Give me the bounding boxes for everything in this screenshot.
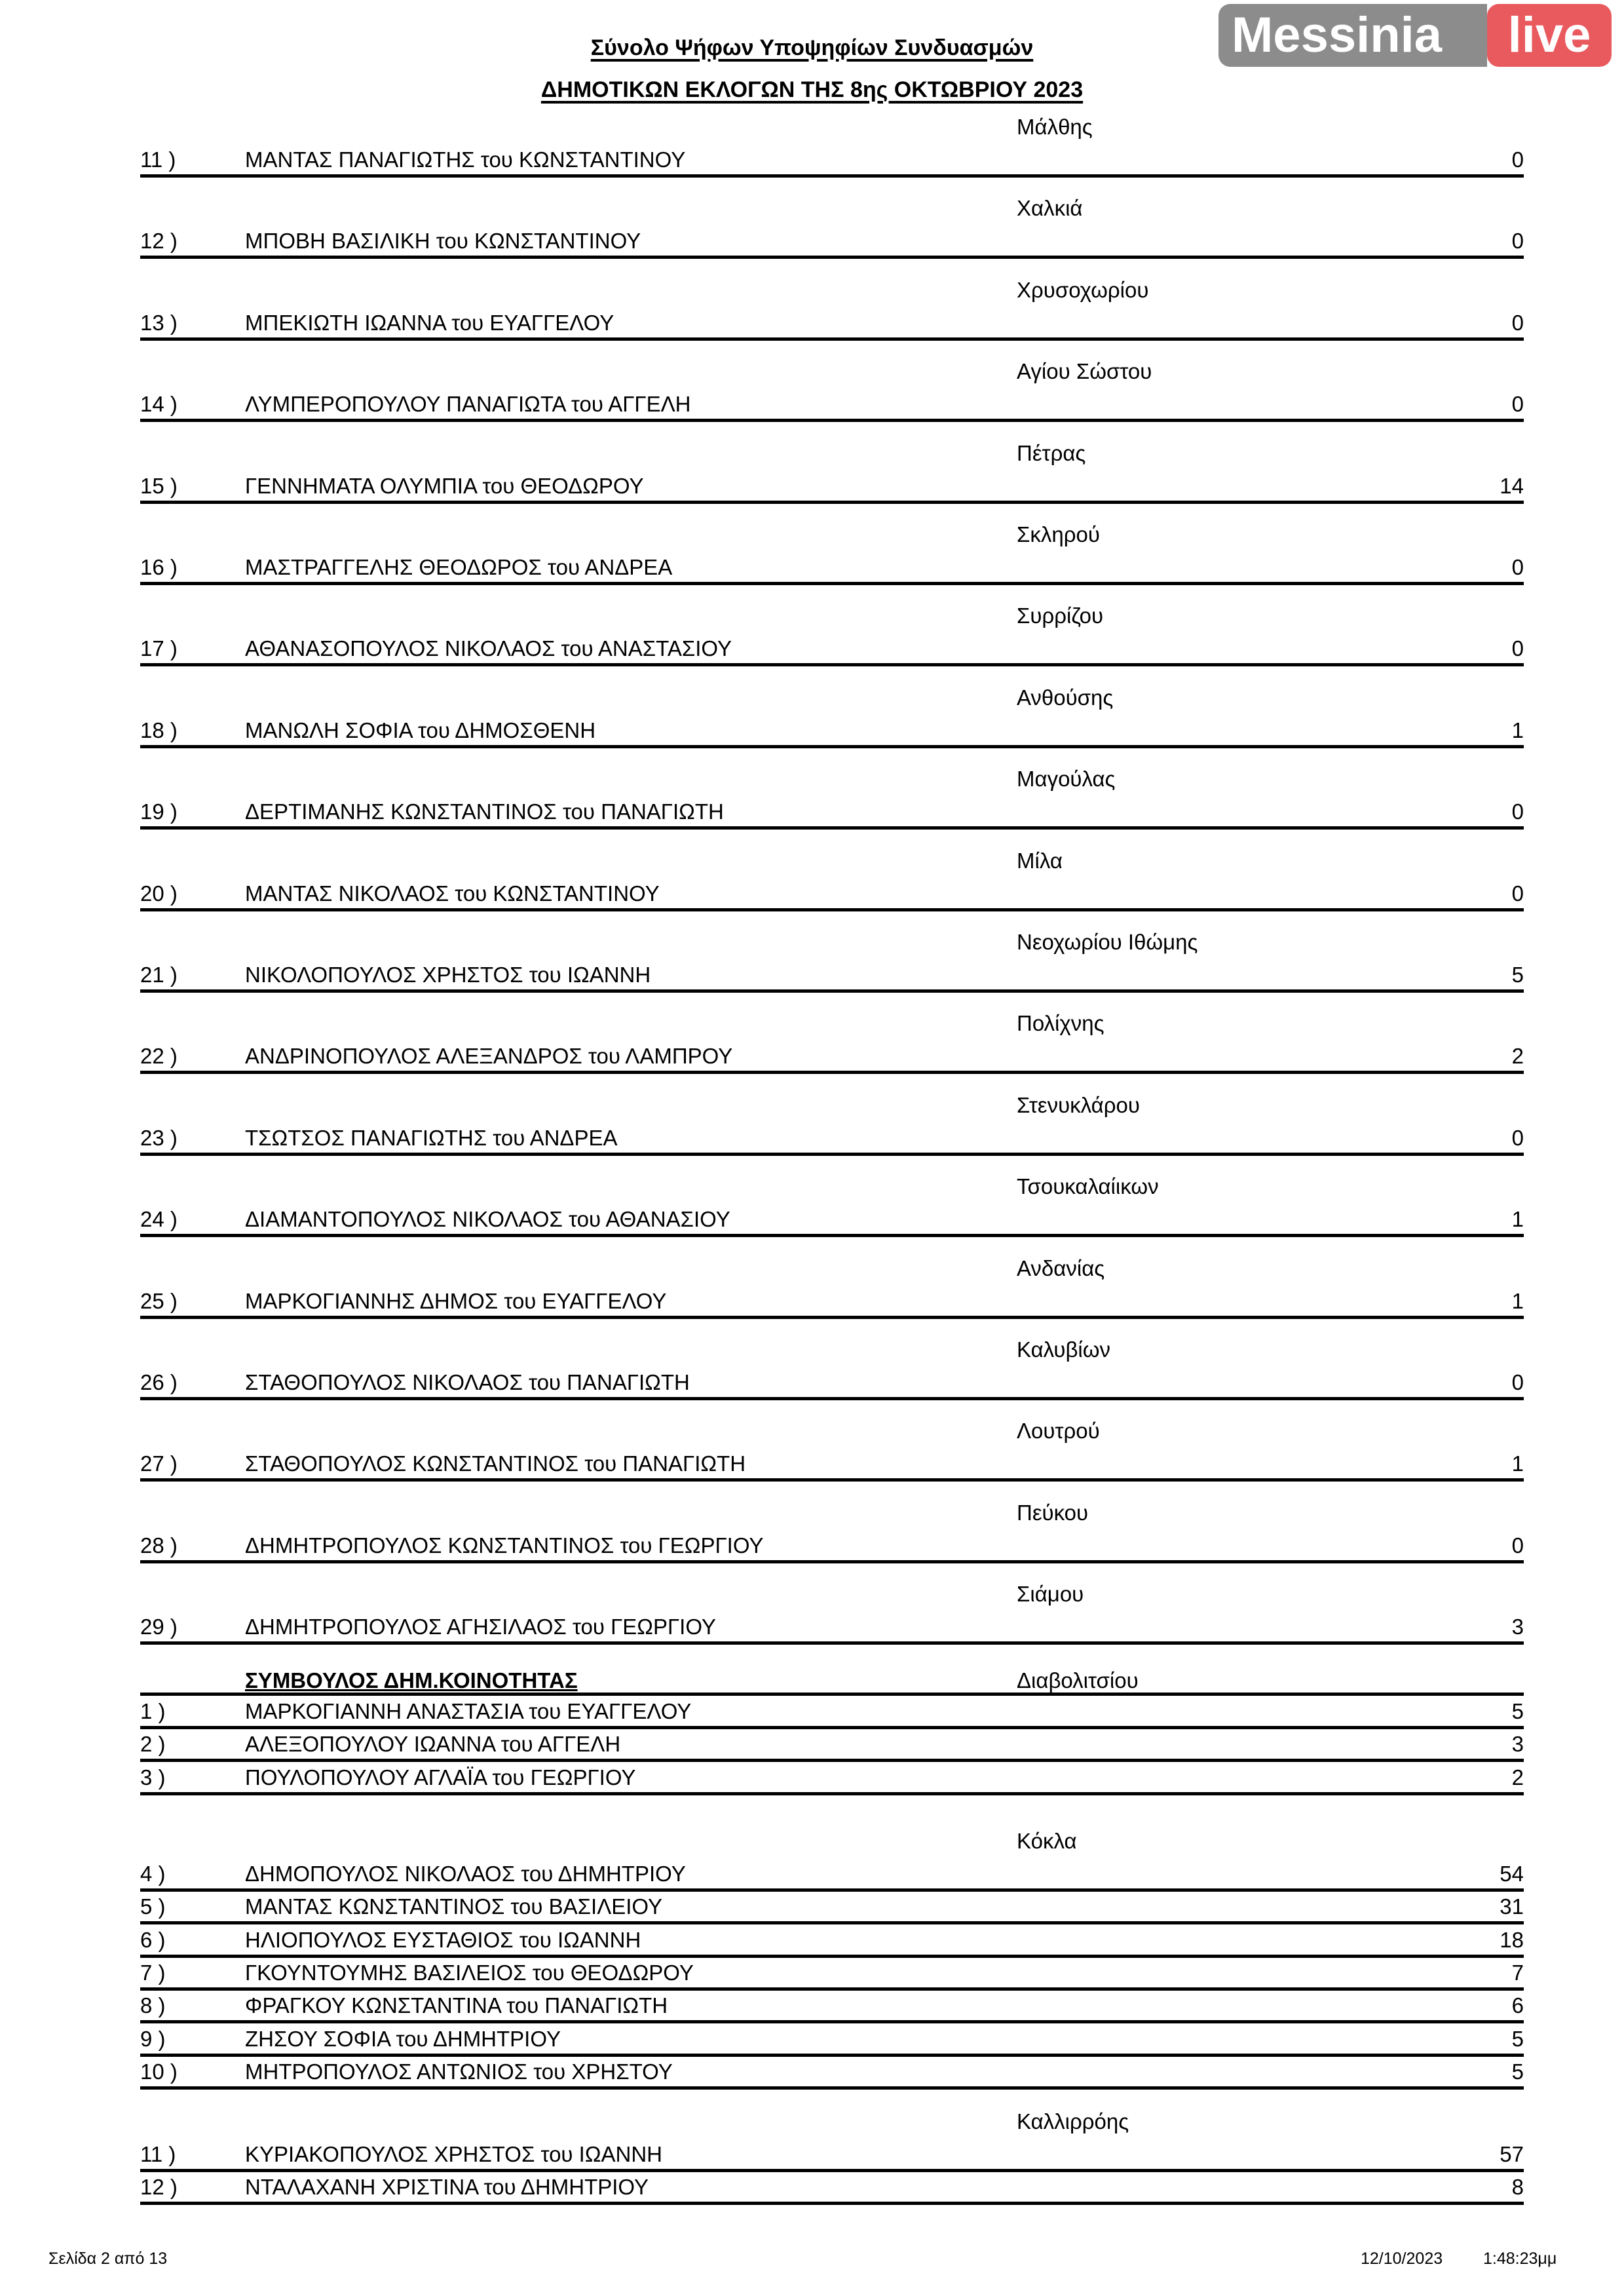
subtitle-text: ΔΗΜΟΤΙΚΩΝ ΕΚΛΟΓΩΝ ΤΗΣ 8ης ΟΚΤΩΒΡΙΟΥ 2023 [540,77,1084,102]
location-label: Σκληρού [1017,522,1100,546]
vote-count: 0 [1511,555,1524,579]
candidate-name: ΜΑΡΚΟΓΙΑΝΝΗΣ ΔΗΜΟΣ του ΕΥΑΓΓΕΛΟΥ [245,1288,667,1313]
candidate-name: ΝΙΚΟΛΟΠΟΥΛΟΣ ΧΡΗΣΤΟΣ του ΙΩΑΝΝΗ [245,963,651,987]
row-number: 15 ) [140,473,178,498]
location-label: Πέτρας [1017,440,1086,465]
location-label: Χρυσοχωρίου [1017,277,1149,302]
candidate-name: ΣΤΑΘΟΠΟΥΛΟΣ ΝΙΚΟΛΑΟΣ του ΠΑΝΑΓΙΩΤΗ [245,1370,690,1394]
row-divider [140,1955,1524,1958]
row-divider [140,1759,1524,1762]
candidate-name: ΜΑΡΚΟΓΙΑΝΝΗ ΑΝΑΣΤΑΣΙΑ του ΕΥΑΓΓΕΛΟΥ [245,1699,692,1723]
row-number: 6 ) [140,1927,166,1952]
row-number: 20 ) [140,881,178,906]
candidate-name: ΜΠΕΚΙΩΤΗ ΙΩΑΝΝΑ του ΕΥΑΓΓΕΛΟΥ [245,310,614,335]
document-subtitle [0,77,1624,103]
row-divider [140,1641,1524,1645]
row-divider [140,745,1524,748]
row-number: 16 ) [140,555,178,579]
print-date: 12/10/2023 [1361,2249,1443,2268]
candidate-name: ΑΛΕΞΟΠΟΥΛΟΥ ΙΩΑΝΝΑ του ΑΓΓΕΛΗ [245,1732,621,1757]
row-number: 26 ) [140,1370,178,1394]
row-divider [140,2202,1524,2205]
vote-count: 3 [1511,1732,1524,1757]
location-label: Πολίχνης [1017,1011,1105,1036]
location-label: Διαβολιτσίου [1017,1668,1139,1693]
row-divider [140,419,1524,422]
row-number: 13 ) [140,310,178,335]
candidate-name: ΜΑΝΤΑΣ ΚΩΝΣΤΑΝΤΙΝΟΣ του ΒΑΣΙΛΕΙΟΥ [245,1894,663,1919]
location-label: Στενυκλάρου [1017,1092,1140,1117]
candidate-name: ΚΥΡΙΑΚΟΠΟΥΛΟΣ ΧΡΗΣΤΟΣ του ΙΩΑΝΝΗ [245,2142,662,2166]
vote-count: 0 [1511,1533,1524,1558]
location-label: Μάλθης [1017,115,1093,139]
row-divider [140,1478,1524,1482]
row-number: 8 ) [140,1993,166,2018]
candidate-name: ΓΕΝΝΗΜΑΤΑ ΟΛΥΜΠΙΑ του ΘΕΟΔΩΡΟΥ [245,473,644,498]
row-divider [140,1153,1524,1156]
candidate-name: ΑΘΑΝΑΣΟΠΟΥΛΟΣ ΝΙΚΟΛΑΟΣ του ΑΝΑΣΤΑΣΙΟΥ [245,636,732,661]
candidate-name: ΛΥΜΠΕΡΟΠΟΥΛΟΥ ΠΑΝΑΓΙΩΤΑ του ΑΓΓΕΛΗ [245,392,691,417]
row-number: 14 ) [140,392,178,417]
vote-count: 1 [1511,1288,1524,1313]
row-divider [140,2020,1524,2023]
vote-count: 14 [1500,473,1524,498]
row-number: 22 ) [140,1044,178,1069]
vote-count: 2 [1511,1044,1524,1069]
vote-count: 8 [1511,2175,1524,2200]
vote-count: 1 [1511,718,1524,742]
row-number: 7 ) [140,1960,166,1985]
location-label: Καλυβίων [1017,1337,1111,1362]
candidate-name: ΜΠΟΒΗ ΒΑΣΙΛΙΚΗ του ΚΩΝΣΤΑΝΤΙΝΟΥ [245,229,641,254]
row-divider [140,1397,1524,1400]
row-number: 9 ) [140,2026,166,2051]
print-time: 1:48:23μμ [1483,2249,1557,2268]
location-label: Λουτρού [1017,1419,1100,1444]
candidate-name: ΔΙΑΜΑΝΤΟΠΟΥΛΟΣ ΝΙΚΟΛΑΟΣ του ΑΘΑΝΑΣΙΟΥ [245,1207,730,1232]
location-label: Μίλα [1017,848,1063,873]
vote-count: 6 [1511,1993,1524,2018]
vote-count: 0 [1511,636,1524,661]
candidate-name: ΜΑΣΤΡΑΓΓΕΛΗΣ ΘΕΟΔΩΡΟΣ του ΑΝΔΡΕΑ [245,555,673,579]
row-divider [140,1316,1524,1319]
section-heading: ΣΥΜΒΟΥΛΟΣ ΔΗΜ.ΚΟΙΝΟΤΗΤΑΣ [245,1668,578,1693]
candidate-name: ΝΤΑΛΑΧΑΝΗ ΧΡΙΣΤΙΝΑ του ΔΗΜΗΤΡΙΟΥ [245,2175,649,2200]
row-divider [140,582,1524,585]
candidate-name: ΣΤΑΘΟΠΟΥΛΟΣ ΚΩΝΣΤΑΝΤΙΝΟΣ του ΠΑΝΑΓΙΩΤΗ [245,1451,746,1476]
row-divider [140,1071,1524,1074]
section-divider [140,1693,1524,1696]
vote-count: 0 [1511,881,1524,906]
watermark-logo [1218,4,1612,67]
row-divider [140,1792,1524,1795]
location-label: Χαλκιά [1017,196,1083,221]
location-label: Πεύκου [1017,1500,1089,1525]
candidate-name: ΖΗΣΟΥ ΣΟΦΙΑ του ΔΗΜΗΤΡΙΟΥ [245,2026,561,2051]
row-divider [140,1987,1524,1991]
row-number: 28 ) [140,1533,178,1558]
row-divider [140,174,1524,178]
row-divider [140,2169,1524,2172]
candidate-name: ΦΡΑΓΚΟΥ ΚΩΝΣΤΑΝΤΙΝΑ του ΠΑΝΑΓΙΩΤΗ [245,1993,668,2018]
candidate-name: ΓΚΟΥΝΤΟΥΜΗΣ ΒΑΣΙΛΕΙΟΣ του ΘΕΟΔΩΡΟΥ [245,1960,694,1985]
vote-count: 0 [1511,1370,1524,1394]
location-label: Σιάμου [1017,1582,1084,1607]
row-divider [140,663,1524,666]
location-label: Τσουκαλαίικων [1017,1174,1159,1199]
vote-count: 57 [1500,2142,1524,2166]
candidate-name: ΜΑΝΤΑΣ ΠΑΝΑΓΙΩΤΗΣ του ΚΩΝΣΤΑΝΤΙΝΟΥ [245,147,686,172]
location-label: Νεοχωρίου Ιθώμης [1017,930,1198,954]
candidate-name: ΜΗΤΡΟΠΟΥΛΟΣ ΑΝΤΩΝΙΟΣ του ΧΡΗΣΤΟΥ [245,2059,673,2084]
vote-count: 0 [1511,147,1524,172]
watermark-right: live [1487,4,1612,67]
location-label: Μαγούλας [1017,767,1116,792]
candidate-name: ΤΣΩΤΣΟΣ ΠΑΝΑΓΙΩΤΗΣ του ΑΝΔΡΕΑ [245,1125,618,1150]
row-number: 4 ) [140,1862,166,1886]
location-label: Καλλιρρόης [1017,2109,1129,2133]
row-number: 11 ) [140,147,176,172]
candidate-name: ΔΕΡΤΙΜΑΝΗΣ ΚΩΝΣΤΑΝΤΙΝΟΣ του ΠΑΝΑΓΙΩΤΗ [245,799,724,824]
row-divider [140,2086,1524,2090]
vote-count: 5 [1511,2059,1524,2084]
row-number: 1 ) [140,1699,166,1723]
row-divider [140,2054,1524,2057]
row-number: 11 ) [140,2142,176,2166]
row-divider [140,1234,1524,1237]
location-label: Κόκλα [1017,1829,1077,1853]
vote-count: 1 [1511,1207,1524,1232]
row-number: 5 ) [140,1894,166,1919]
row-number: 17 ) [140,636,178,661]
title-text: Σύνολο Ψήφων Υποψηφίων Συνδυασμών [590,35,1034,60]
vote-count: 0 [1511,310,1524,335]
row-divider [140,256,1524,259]
vote-count: 54 [1500,1862,1524,1886]
location-label: Αγίου Σώστου [1017,359,1152,384]
candidate-name: ΔΗΜΗΤΡΟΠΟΥΛΟΣ ΚΩΝΣΤΑΝΤΙΝΟΣ του ΓΕΩΡΓΙΟΥ [245,1533,764,1558]
location-label: Συρρίζου [1017,603,1104,628]
vote-count: 5 [1511,1699,1524,1723]
row-divider [140,337,1524,341]
vote-count: 0 [1511,392,1524,417]
vote-count: 0 [1511,799,1524,824]
row-number: 3 ) [140,1765,166,1789]
vote-count: 5 [1511,2026,1524,2051]
vote-count: 5 [1511,963,1524,987]
candidate-name: ΜΑΝΤΑΣ ΝΙΚΟΛΑΟΣ του ΚΩΝΣΤΑΝΤΙΝΟΥ [245,881,660,906]
vote-count: 1 [1511,1451,1524,1476]
row-divider [140,826,1524,830]
vote-count: 3 [1511,1615,1524,1639]
row-number: 10 ) [140,2059,178,2084]
candidate-name: ΜΑΝΩΛΗ ΣΟΦΙΑ του ΔΗΜΟΣΘΕΝΗ [245,718,596,742]
row-divider [140,1921,1524,1924]
row-divider [140,1560,1524,1563]
row-number: 18 ) [140,718,178,742]
candidate-name: ΔΗΜΟΠΟΥΛΟΣ ΝΙΚΟΛΑΟΣ του ΔΗΜΗΤΡΙΟΥ [245,1862,686,1886]
row-number: 19 ) [140,799,178,824]
row-number: 12 ) [140,229,178,254]
row-number: 23 ) [140,1125,178,1150]
row-number: 2 ) [140,1732,166,1757]
row-divider [140,989,1524,993]
row-number: 25 ) [140,1288,178,1313]
row-number: 12 ) [140,2175,178,2200]
row-number: 24 ) [140,1207,178,1232]
vote-count: 31 [1500,1894,1524,1919]
vote-count: 18 [1500,1927,1524,1952]
row-divider [140,908,1524,911]
location-label: Ανδανίας [1017,1255,1105,1280]
watermark-left: Messinia [1218,4,1487,67]
candidate-name: ΔΗΜΗΤΡΟΠΟΥΛΟΣ ΑΓΗΣΙΛΑΟΣ του ΓΕΩΡΓΙΟΥ [245,1615,716,1639]
row-number: 21 ) [140,963,178,987]
candidate-name: ΗΛΙΟΠΟΥΛΟΣ ΕΥΣΤΑΘΙΟΣ του ΙΩΑΝΝΗ [245,1927,641,1952]
vote-count: 7 [1511,1960,1524,1985]
page-number: Σελίδα 2 από 13 [48,2249,168,2268]
row-divider [140,501,1524,504]
row-divider [140,1888,1524,1892]
row-number: 27 ) [140,1451,178,1476]
candidate-name: ΠΟΥΛΟΠΟΥΛΟΥ ΑΓΛΑΪΑ του ΓΕΩΡΓΙΟΥ [245,1765,636,1789]
location-label: Ανθούσης [1017,685,1114,710]
candidate-name: ΑΝΔΡΙΝΟΠΟΥΛΟΣ ΑΛΕΞΑΝΔΡΟΣ του ΛΑΜΠΡΟΥ [245,1044,733,1069]
vote-count: 0 [1511,229,1524,254]
vote-count: 2 [1511,1765,1524,1789]
row-divider [140,1726,1524,1729]
row-number: 29 ) [140,1615,178,1639]
vote-count: 0 [1511,1125,1524,1150]
